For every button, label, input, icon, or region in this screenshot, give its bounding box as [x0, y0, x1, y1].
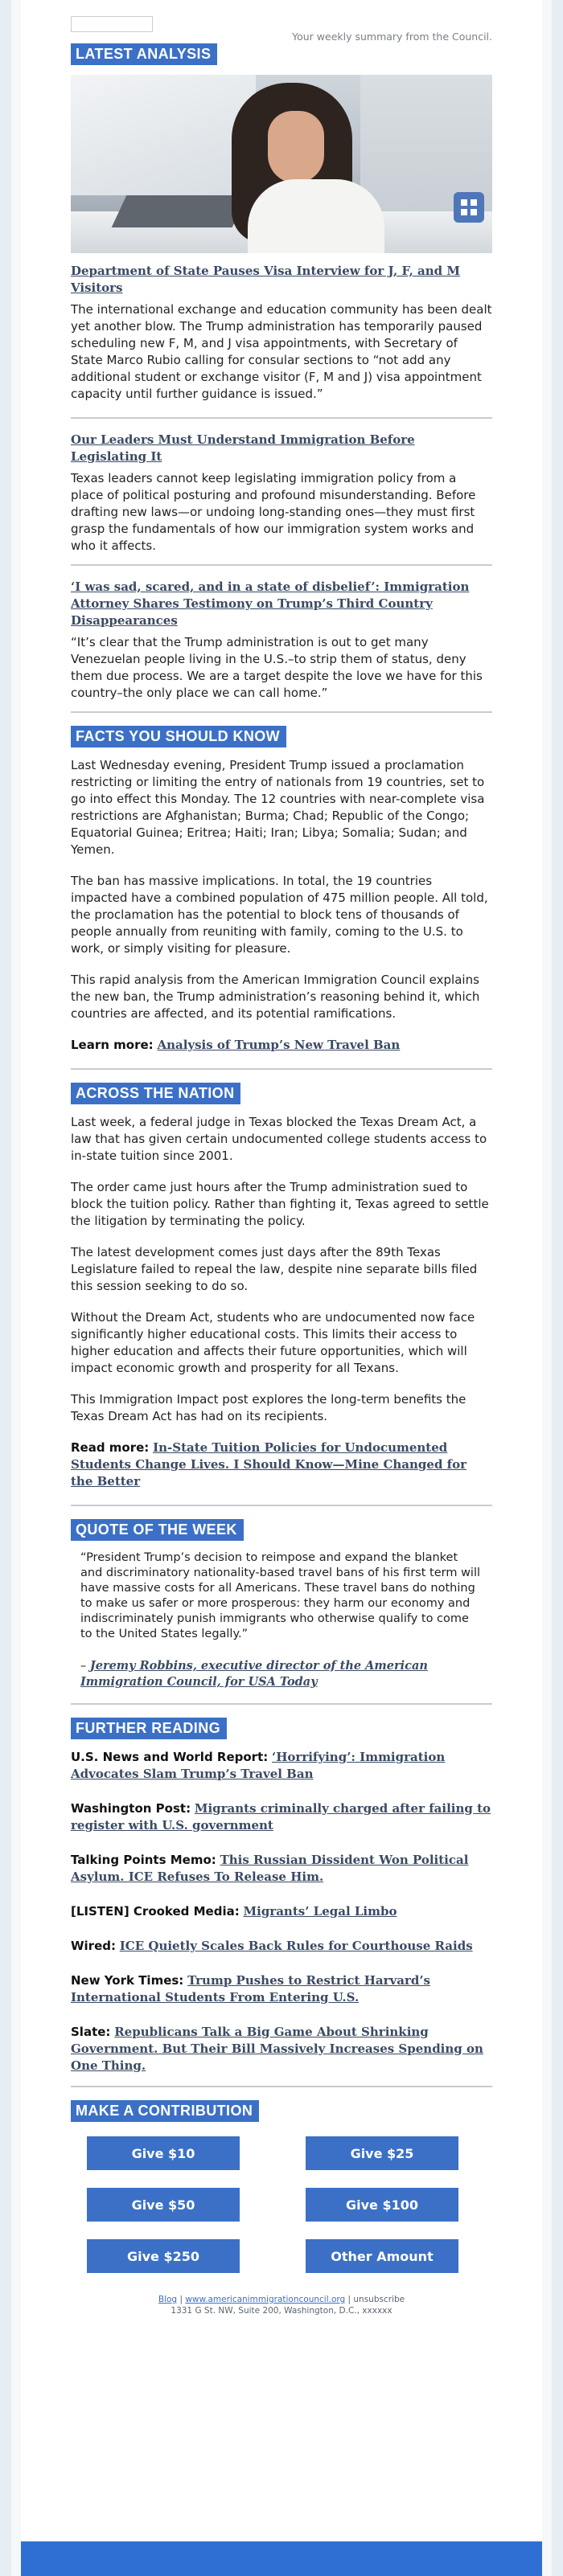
reading-item [71, 2024, 492, 2074]
footer-separator: | [177, 2295, 186, 2304]
section-label-across-nation: ACROSS THE NATION [71, 1083, 240, 1104]
divider [71, 1068, 492, 1070]
read-more [71, 1440, 492, 1490]
give-10-button[interactable]: Give $10 [87, 2136, 240, 2170]
donation-buttons [71, 2132, 492, 2273]
give-250-button[interactable]: Give $250 [87, 2239, 240, 2273]
section-label-latest-analysis: LATEST ANALYSIS [71, 43, 217, 65]
divider [71, 1703, 492, 1705]
reading-link[interactable]: ICE Quietly Scales Back Rules for Courthouse Raids [119, 1939, 473, 1953]
reading-link[interactable]: Trump Pushes to Restrict Harvard’s International Students From Entering U.S. [71, 1973, 430, 2005]
read-more-link[interactable]: In-State Tuition Policies for Undocumented Students Change Lives. I Should Know—Mine Changed for the Better [71, 1440, 467, 1489]
article-link-leaders-immigration[interactable]: Our Leaders Must Understand Immigration Before Legislating It [71, 432, 415, 464]
facts-paragraph: This rapid analysis from the American Immigration Council explains the new ban, the Trump administration’s reasoning behind it, which countries are affected, and its potential ramifications. [71, 973, 480, 1021]
article-summary-visa-pause: The international exchange and education community has been dealt yet another blow. The Trump administration has temporarily paused scheduling new F, M, and J visa appointments, with Secretary of State Marco Rubio calling for consular sections to “not add any additional student or exchange visitor (F, M and J) visa appointment capacity until further guidance is issued.” [71, 302, 492, 401]
nation-paragraph: This Immigration Impact post explores the long-term benefits the Texas Dream Act has had on its recipients. [71, 1392, 466, 1423]
give-25-button[interactable]: Give $25 [306, 2136, 458, 2170]
article-link-visa-pause[interactable]: Department of State Pauses Visa Interview for J, F, and M Visitors [71, 264, 460, 295]
section-label-quote: QUOTE OF THE WEEK [71, 1519, 244, 1541]
reading-link[interactable]: ‘Horrifying’: Immigration Advocates Slam Trump’s Travel Ban [71, 1750, 446, 1781]
divider [71, 2086, 492, 2087]
learn-more-prefix: Learn more: [71, 1038, 154, 1052]
footer [71, 2294, 492, 2316]
divider [71, 564, 492, 566]
divider [71, 1505, 492, 1506]
section-label-contribution: MAKE A CONTRIBUTION [71, 2100, 259, 2122]
learn-more [71, 1037, 492, 1054]
learn-more-link[interactable]: Analysis of Trump’s New Travel Ban [157, 1038, 401, 1052]
give-100-button[interactable]: Give $100 [306, 2188, 458, 2222]
article-link-attorney-testimony[interactable]: ‘I was sad, scared, and in a state of disbelief’: Immigration Attorney Shares Testimony on Trump’s Third Country Disappearances [71, 579, 470, 628]
reading-source: [LISTEN] Crooked Media: [71, 1904, 240, 1919]
section-label-facts: FACTS YOU SHOULD KNOW [71, 726, 286, 747]
footer-separator: | [345, 2295, 354, 2304]
footer-blog-link[interactable]: Blog [158, 2295, 178, 2304]
article-summary-leaders-immigration: Texas leaders cannot keep legislating immigration policy from a place of political posturing and profound misunderstanding. Before drafting new laws—or undoing long-standing ones—they must first grasp the fundamentals of how our immigration system works and who it affects. [71, 471, 476, 553]
email-card [21, 0, 542, 2540]
other-amount-button[interactable]: Other Amount [306, 2239, 458, 2273]
tagline: Your weekly summary from the Council. [292, 31, 492, 43]
divider [71, 417, 492, 419]
reading-link[interactable]: This Russian Dissident Won Political Asylum. ICE Refuses To Release Him. [71, 1853, 469, 1884]
reading-item [71, 1749, 492, 1783]
reading-link[interactable]: Migrants’ Legal Limbo [243, 1904, 397, 1919]
reading-item [71, 1852, 492, 1886]
attribution-dash: – [80, 1660, 87, 1673]
quote-attribution-link[interactable]: Jeremy Robbins, executive director of the American Immigration Council, for USA Today [80, 1659, 428, 1689]
footer-site-link[interactable]: www.americanimmigrationcouncil.org [185, 2295, 346, 2304]
reading-item [71, 1938, 492, 1955]
reading-item [71, 1800, 492, 1834]
reading-source: Slate: [71, 2025, 111, 2039]
facts-paragraph: Last Wednesday evening, President Trump issued a proclamation restricting or limiting the entry of nationals from 19 countries, set to go into effect this Monday. The 12 countries with near-complete visa restrictions are Afghanistan; Burma; Chad; Republic of the Congo; Equatorial Guinea; Eritrea; Haiti; Iran; Libya; Somalia; Sudan; and Yemen. [71, 758, 485, 857]
nation-paragraph: Without the Dream Act, students who are undocumented now face significantly higher educational costs. This limits their access to higher education and affects their future opportunities, which will impact economic growth and prosperity for all Texans. [71, 1310, 475, 1375]
divider [71, 711, 492, 713]
hero-photo-student[interactable] [71, 75, 492, 253]
reading-source: Washington Post: [71, 1801, 191, 1816]
nation-paragraph: The order came just hours after the Trump administration sued to block the tuition policy. Rather than fighting it, Texas agreed to settle the litigation by terminating the policy. [71, 1180, 489, 1228]
header [71, 14, 492, 43]
quote-text: “President Trump’s decision to reimpose and expand the blanket and discriminatory nationality-based travel bans of his first term will have massive costs for all Americans. These travel bans do nothing to make us safer or more prosperous: they harm our economy and indiscriminately punish immigrants who otherwise qualify to come to the United States legally.” [80, 1551, 481, 1640]
reading-source: Talking Points Memo: [71, 1853, 216, 1867]
reading-item [71, 1972, 492, 2006]
bottom-bar [21, 2541, 542, 2576]
nation-paragraph: Last week, a federal judge in Texas blocked the Texas Dream Act, a law that has given certain undocumented college students access to in-state tuition since 2001. [71, 1115, 487, 1163]
article-summary-attorney-testimony: “It’s clear that the Trump administration is out to get many Venezuelan people living in the U.S.–to strip them of status, deny them due process. We are a target despite the love we have for this country–the only place we can call home.” [71, 635, 483, 700]
give-50-button[interactable]: Give $50 [87, 2188, 240, 2222]
reading-link[interactable]: Migrants criminally charged after failing to register with U.S. government [71, 1801, 491, 1833]
facts-paragraph: The ban has massive implications. In total, the 19 countries impacted have a combined population of 475 million people. All told, the proclamation has the potential to block tens of thousands of people annually from reuniting with family, coming to the U.S. to work, or simply visiting for pleasure. [71, 874, 488, 956]
reading-source: Wired: [71, 1939, 116, 1953]
footer-address: 1331 G St. NW, Suite 200, Washington, D.C., xxxxxx [171, 2306, 392, 2316]
photo-badge-icon [454, 192, 484, 223]
footer-unsubscribe-link[interactable]: unsubscribe [353, 2295, 405, 2304]
read-more-prefix: Read more: [71, 1440, 150, 1455]
reading-link[interactable]: Republicans Talk a Big Game About Shrinking Government. But Their Bill Massively Increases Spending on One Thing. [71, 2025, 483, 2073]
nation-paragraph: The latest development comes just days after the 89th Texas Legislature failed to repeal the law, despite nine separate bills filed this session seeking to do so. [71, 1245, 478, 1293]
reading-source: U.S. News and World Report: [71, 1750, 269, 1764]
quote-attribution [71, 1658, 492, 1690]
reading-source: New York Times: [71, 1973, 184, 1988]
reading-item [71, 1903, 492, 1920]
logo-image[interactable] [71, 16, 153, 32]
section-label-further-reading: FURTHER READING [71, 1718, 227, 1739]
